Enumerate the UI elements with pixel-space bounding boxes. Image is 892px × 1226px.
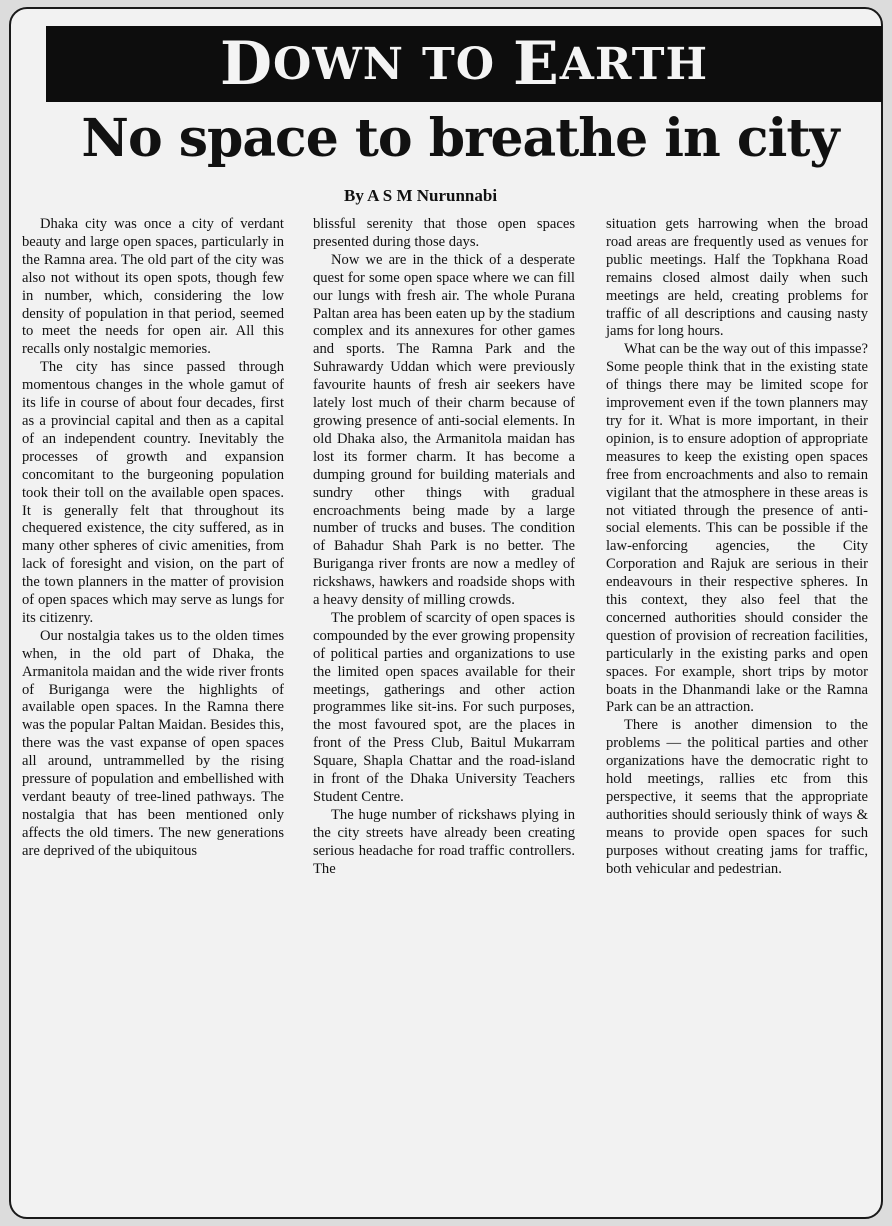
column-banner <box>46 26 882 102</box>
paragraph: The huge number of rickshaws plying in the city streets have already been creating serious headache for road traffic controllers. The <box>313 806 575 877</box>
paragraph-continued: blissful serenity that those open spaces presented during those days. <box>313 216 575 250</box>
article-column-2 <box>313 216 575 879</box>
paragraph: Dhaka city was once a city of verdant beauty and large open spaces, particularly in the Ramna area. The old part of the city was also not without its open spots, though few in number, which, considering the low density of population in that period, seemed to meet the needs for open air. All this recalls only nostalgic memories. <box>22 216 284 358</box>
paragraph: There is another dimension to the problems — the political parties and other organizations have the democratic right to hold meetings, rallies etc from this perspective, it seems that the appropriate authorities should seriously think of ways & means to provide open spaces for such purposes without creating jams for traffic, both vehicular and pedestrian. <box>606 717 868 877</box>
paragraph-continued: situation gets harrowing when the broad road areas are frequently used as venues for public meetings. Half the Topkhana Road remains closed almost daily when such meetings are held, creating problems for traffic of all descriptions and causing nasty jams for long hours. <box>606 216 868 340</box>
paragraph: Now we are in the thick of a desperate quest for some open space where we can fill our lungs with fresh air. The whole Purana Paltan area has been eaten up by the stadium complex and its annexures for other games and sports. The Ramna Park and the Suhrawardy Uddan which were previously favourite haunts of fresh air seekers have lately lost much of their charm because of growing presence of anti-social elements. In old Dhaka also, the Armanitola maidan has lost its former charm. It has become a dumping ground for building materials and sundry other things with gradual encroachments being made by a large number of trucks and buses. The condition of Bahadur Shah Park is no better. The Buriganga river fronts are now a medley of rickshaws, hawkers and roadside shops with a heavy density of milling crowds. <box>313 251 575 609</box>
banner-word-to: TO <box>421 38 496 90</box>
paragraph: The problem of scarcity of open spaces is compounded by the ever growing propensity of political parties and organizations to use the limited open spaces available for their meetings, gatherings and other action programmes like sit-ins. For such purposes, the most favoured spot, are the places in front of the Press Club, Baitul Mukarram Square, Shapla Chattar and the road-island in front of the Dhaka University Teachers Student Centre. <box>313 609 575 805</box>
paragraph: Our nostalgia takes us to the olden times when, in the old part of Dhaka, the Armanitola maidan and the wide river fronts of Buriganga were the highlights of available open spaces. In the Ramna there was the popular Paltan Maidan. Besides this, there was the vast expanse of open spaces all around, untrammelled by the rising pressure of population and embellished with verdant beauty of tree-lined pathways. The nostalgia that has been mentioned only affects the old timers. The new generations are deprived of the ubiquitous <box>22 627 284 859</box>
banner-initial-d: D <box>219 29 273 99</box>
banner-word-own: OWN <box>273 38 404 90</box>
paragraph: The city has since passed through momentous changes in the whole gamut of its life in course of about four decades, first as a provincial capital and then as a capital of an independent country. Inevitably the processes of growth and expansion concomitant to the burgeoning population took their toll on the available open spaces. It is generally felt that throughout its chequered existence, the city suffered, as in many other spheres of civic amenities, from lack of foresight and vision, on the part of the town planners in the matter of provision of open spaces which may serve as lungs for its citizenry. <box>22 359 284 626</box>
headline: No space to breathe in city <box>81 108 839 169</box>
banner-word-arth: ARTH <box>559 38 709 90</box>
article-column-3 <box>606 216 868 879</box>
article-column-1 <box>22 216 284 861</box>
paragraph: What can be the way out of this impasse? Some people think that in the existing state of things there may be limited scope for improvement even if the town planners may try for it. What is more important, in their opinion, is to ensure adoption of appropriate measures to keep the existing open spaces free from encroachments and also to remain vigilant that the atmosphere in these areas is not vitiated through the presence of anti-social elements. This can be possible if the law-enforcing agencies, the City Corporation and Rajuk are serious in their endeavours in their respective spheres. In this context, they also feel that the concerned authorities should consider the question of provision of recreation facilities, particularly in the existing parks and open spaces. For example, short trips by motor boats in the Dhanmandi lake or the Ramna Park can be an attraction. <box>606 341 868 716</box>
banner-initial-e: E <box>513 29 560 99</box>
byline: By A S M Nurunnabi <box>344 186 498 205</box>
